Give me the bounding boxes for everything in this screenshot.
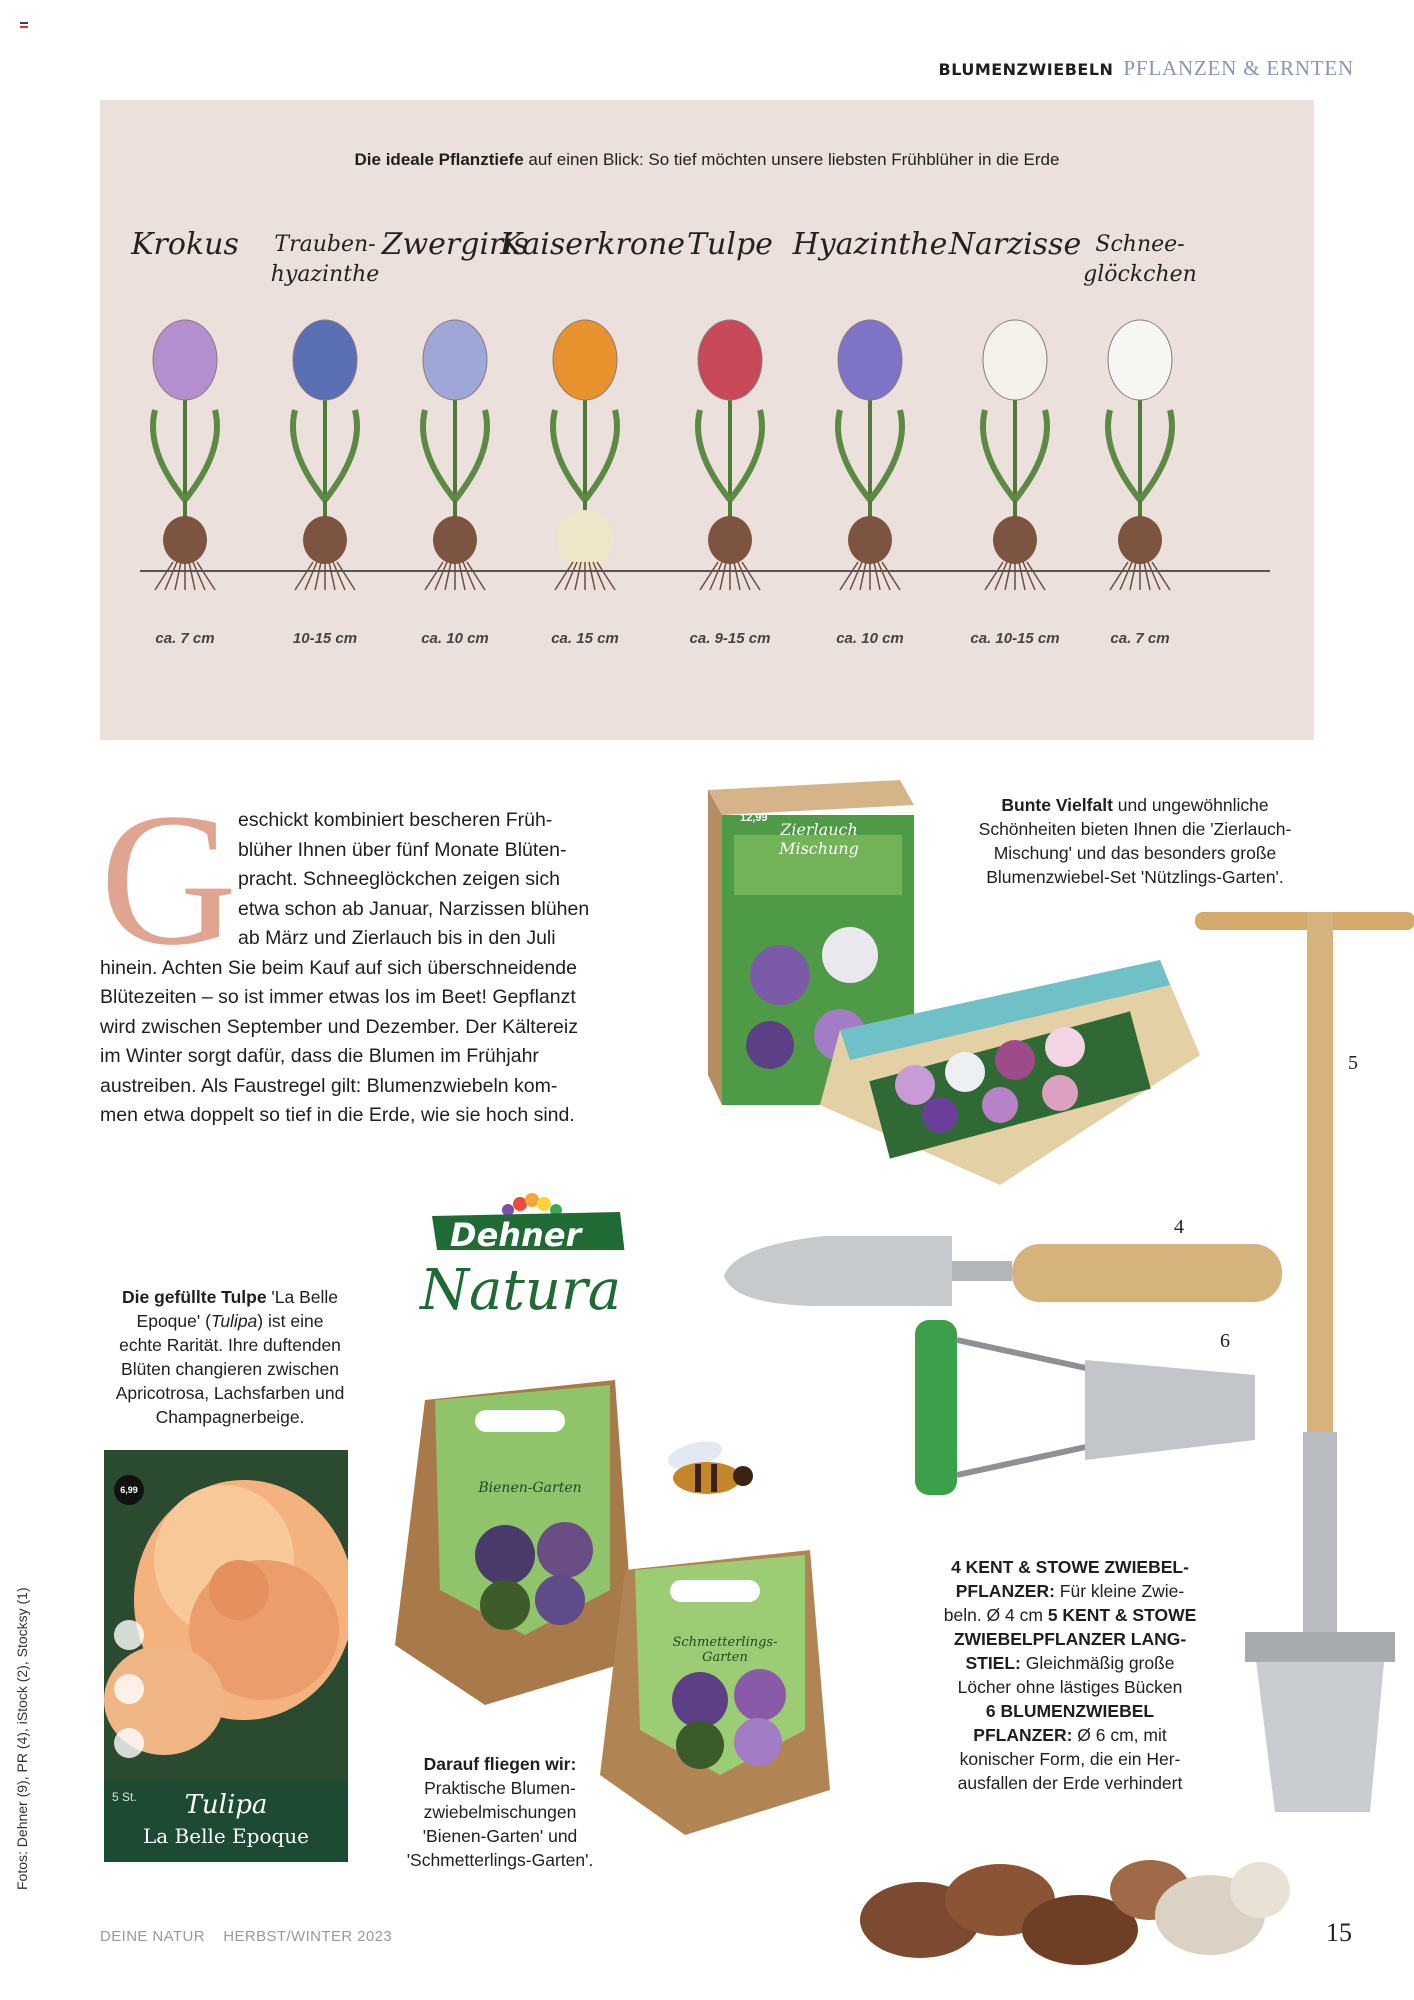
caption-line <box>920 1747 1220 1771</box>
packet-title: Tulipa <box>184 1790 268 1820</box>
caption-line: Mischung' und das besonders große <box>993 843 1277 863</box>
bulb-planter-illustration <box>905 1320 1265 1500</box>
plant-name: Zwergiris <box>381 227 529 262</box>
caption-line <box>920 1675 1220 1699</box>
packet-care-icons <box>114 1620 150 1758</box>
header-keyword: BLUMENZWIEBELN <box>938 60 1114 79</box>
footer-issue-date: HERBST/WINTER 2023 <box>223 1928 393 1945</box>
panel-caption <box>100 150 1314 170</box>
article-line: men etwa doppelt so tief in die Erde, wie sie hoch sind. <box>100 1104 575 1126</box>
plant-1 <box>110 227 260 690</box>
caption-text: Ø 6 cm, mit <box>1072 1725 1167 1745</box>
article-line: etwa schon ab Januar, Narzissen blühen <box>238 897 590 920</box>
caption-line <box>920 1771 1220 1795</box>
photo-credits: Fotos: Dehner (9), PR (4), iStock (2), Stocksy (1) <box>14 1587 30 1890</box>
article-line: austreiben. Als Faustregel gilt: Blumenzwiebeln kom- <box>100 1074 558 1097</box>
header-section: PFLANZEN & ERNTEN <box>1123 56 1354 80</box>
caption-line <box>920 1555 1220 1579</box>
caption-line: Praktische Blumen- <box>424 1778 576 1798</box>
caption-line: 'Schmetterlings-Garten'. <box>406 1850 594 1870</box>
tool-number-4: 4 <box>1174 1216 1184 1238</box>
article-line: blüher Ihnen über fünf Monate Blüten- <box>238 838 567 861</box>
plant-8 <box>1065 230 1215 690</box>
bag1-label: Bienen-Garten <box>478 1480 582 1496</box>
caption-bold: Die gefüllte Tulpe <box>122 1287 267 1307</box>
article-body <box>100 806 610 1131</box>
plant-depth: ca. 15 cm <box>551 630 619 647</box>
panel-caption-bold: Die ideale Pflanztiefe <box>354 150 524 169</box>
crown-imperial-illustration <box>510 300 660 620</box>
caption-line <box>920 1603 1220 1627</box>
caption-bold-text: Darauf fliegen wir: <box>423 1754 577 1774</box>
plant-depth: ca. 10-15 cm <box>970 630 1060 647</box>
article-line: Blütezeiten – so ist immer etwas los im Beet! Gepflanzt <box>100 986 576 1008</box>
bunte-vielfalt-caption <box>950 793 1320 889</box>
plant-name: Narzisse <box>948 227 1082 262</box>
caption-text: und ungewöhnliche <box>1112 795 1269 815</box>
bees-caption <box>380 1752 620 1872</box>
caption-bold: ZWIEBELPFLANZER LANG- <box>953 1629 1187 1649</box>
tulip-caption <box>90 1285 370 1429</box>
packet-count: 5 St. <box>112 1790 137 1804</box>
logo-line: Natura <box>420 1258 622 1323</box>
caption-line <box>90 1285 370 1309</box>
article-line: eschickt kombiniert bescheren Früh- <box>238 809 553 831</box>
bag2-label: Schmetterlings-Garten <box>672 1635 778 1665</box>
drop-cap: G <box>100 775 238 985</box>
tulip-packet <box>104 1450 348 1862</box>
caption-bold: PFLANZER: <box>955 1581 1055 1601</box>
schmetterlings-garten-bag <box>600 1530 840 1840</box>
small-planter-tool <box>724 1216 1284 1326</box>
caption-bold: 6 BLUMENZWIEBEL <box>985 1701 1155 1721</box>
caption-line <box>90 1309 370 1333</box>
caption-bold: 5 KENT & STOWE <box>1047 1605 1197 1625</box>
packet-price-badge: 6,99 <box>114 1475 144 1505</box>
plant-4 <box>500 227 686 690</box>
plant-5 <box>655 227 805 690</box>
caption-line: Champagnerbeige. <box>155 1407 305 1427</box>
caption-text: ausfallen der Erde verhindert <box>957 1773 1183 1793</box>
caption-text: Gleichmäßig große <box>1020 1653 1175 1673</box>
language-flag-icon <box>20 22 28 28</box>
logo-brand: Dehner <box>450 1216 582 1254</box>
plant-6 <box>792 227 948 690</box>
plant-name: Krokus <box>131 227 239 262</box>
caption-text: Löcher ohne lästiges Bücken <box>957 1677 1183 1697</box>
plant-depth: ca. 10 cm <box>836 630 904 647</box>
plant-name: Schnee-glöckchen <box>1083 232 1197 287</box>
small-planter-illustration <box>724 1226 1284 1326</box>
plant-depth: ca. 10 cm <box>421 630 489 647</box>
tulip-bulbs-illustration <box>850 1820 1290 1970</box>
plant-2 <box>250 230 400 690</box>
article-line: hinein. Achten Sie beim Kauf auf sich überschneidende <box>100 956 577 979</box>
plant-depth: ca. 7 cm <box>155 630 215 647</box>
plant-depth: ca. 9-15 cm <box>689 630 771 647</box>
plant-name: Tulpe <box>687 227 773 262</box>
caption-line: Apricotrosa, Lachsfarben und <box>115 1383 345 1403</box>
plant-depth: ca. 7 cm <box>1110 630 1170 647</box>
grape-hyacinth-illustration <box>250 300 400 620</box>
caption-text: konischer Form, die ein Her- <box>959 1749 1181 1769</box>
caption-line: Blumenzwiebel-Set 'Nützlings-Garten'. <box>986 867 1284 887</box>
bulb-planter-tool <box>905 1320 1265 1500</box>
caption-text: ) ist eine <box>257 1311 324 1331</box>
caption-bold: STIEL: <box>965 1653 1021 1673</box>
tool-number-5: 5 <box>1348 1052 1358 1074</box>
caption-line <box>950 793 1320 817</box>
caption-line: zwiebelmischungen <box>423 1802 577 1822</box>
hyacinth-illustration <box>795 300 945 620</box>
plant-name: Hyazinthe <box>792 227 948 262</box>
plant-depth: 10-15 cm <box>292 630 358 647</box>
caption-line <box>920 1579 1220 1603</box>
caption-bold: 4 KENT & STOWE ZWIEBEL- <box>951 1557 1189 1577</box>
panel-caption-text: auf einen Blick: So tief möchten unsere liebsten Frühblüher in die Erde <box>523 150 1060 169</box>
caption-italic: Tulipa <box>210 1311 258 1331</box>
caption-line <box>920 1651 1220 1675</box>
article-line: pracht. Schneeglöckchen zeigen sich <box>238 868 560 890</box>
footer-issue <box>100 1928 392 1945</box>
tools-caption <box>920 1555 1220 1795</box>
caption-line: Schönheiten bieten Ihnen die 'Zierlauch- <box>978 819 1292 839</box>
tool-number-6: 6 <box>1220 1330 1230 1352</box>
crocus-illustration <box>110 300 260 620</box>
section-header <box>939 56 1355 81</box>
bee-icon <box>655 1430 765 1510</box>
caption-text: 'La Belle <box>266 1287 338 1307</box>
bag-illustration <box>600 1530 840 1840</box>
plant-3 <box>380 227 530 690</box>
caption-bold: PFLANZER: <box>973 1725 1073 1745</box>
caption-line: Blüten changieren zwischen <box>121 1359 339 1379</box>
plant-name: Trauben-hyazinthe <box>270 232 380 287</box>
article-line: im Winter sorgt dafür, dass die Blumen im Frühjahr <box>100 1045 539 1067</box>
page-number: 15 <box>1326 1918 1352 1947</box>
article-line: wird zwischen September und Dezember. Der Kältereiz <box>100 1015 578 1038</box>
bulbs-photo <box>850 1820 1290 1970</box>
planting-depth-panel <box>100 100 1314 740</box>
caption-line <box>920 1699 1220 1723</box>
caption-bold: Bunte Vielfalt <box>1001 795 1113 815</box>
plant-name: Kaiserkrone <box>500 227 686 262</box>
caption-line <box>920 1627 1220 1651</box>
snowdrop-illustration <box>1065 300 1215 620</box>
box-label: Zierlauch Mischung <box>779 820 859 858</box>
article-line: ab März und Zierlauch bis in den Juli <box>238 927 556 949</box>
box-price: 12,99 <box>740 812 768 824</box>
dehner-natura-logo <box>420 1190 635 1340</box>
sun-icon <box>114 1620 144 1650</box>
packet-subtitle: La Belle Epoque <box>142 1824 310 1848</box>
caption-line: 'Bienen-Garten' und <box>422 1826 578 1846</box>
tulip-illustration <box>655 300 805 620</box>
bulb-icon <box>114 1728 144 1758</box>
caption-text: Für kleine Zwie- <box>1054 1581 1185 1601</box>
caption-line: echte Rarität. Ihre duftenden <box>119 1335 341 1355</box>
caption-text: Epoque' ( <box>136 1311 211 1331</box>
footer-magazine: DEINE NATUR <box>100 1928 205 1945</box>
caption-bold <box>380 1752 620 1776</box>
depth-icon <box>114 1674 144 1704</box>
dwarf-iris-illustration <box>380 300 530 620</box>
caption-line <box>920 1723 1220 1747</box>
caption-text: beln. Ø 4 cm <box>943 1605 1048 1625</box>
